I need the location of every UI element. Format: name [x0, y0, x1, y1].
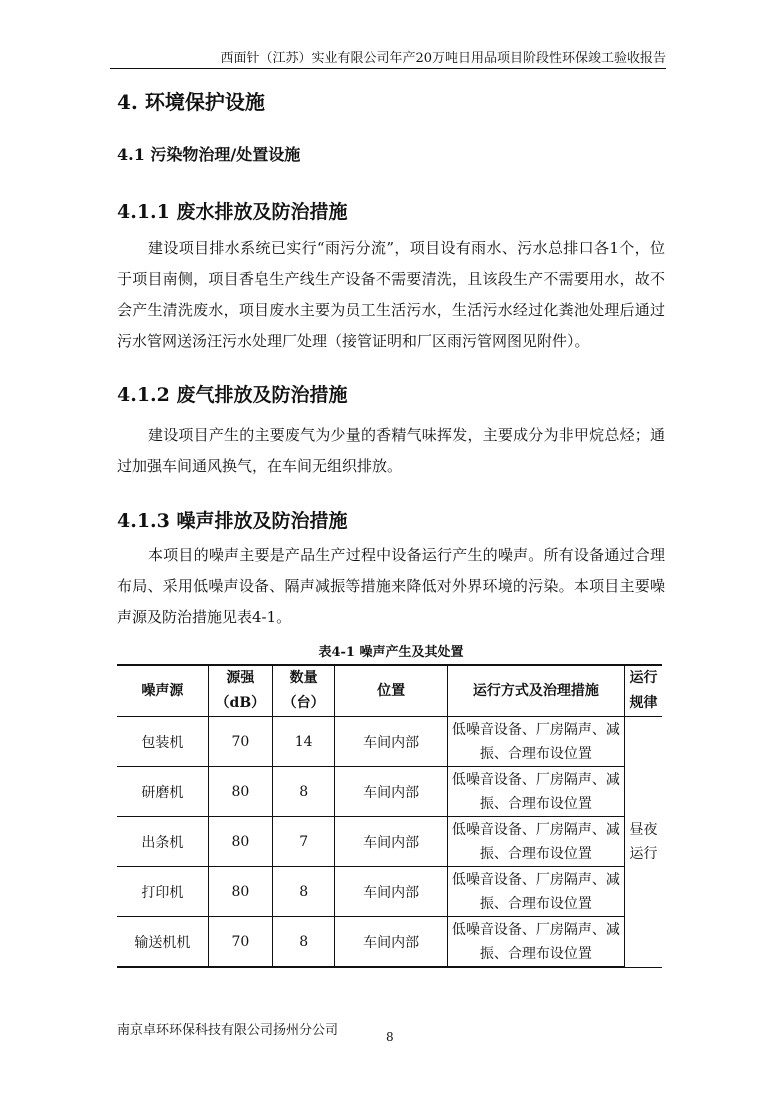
- cell-location: 车间内部: [335, 817, 448, 867]
- cell-strength: 70: [208, 917, 272, 968]
- cell-measures: 低噪音设备、厂房隔声、减振、合理布设位置: [447, 917, 624, 968]
- paragraph-wastewater: 建设项目排水系统已实行“雨污分流”，项目设有雨水、污水总排口各1个，位于项目南侧，项目香皂生产线生产设备不需要清洗，且该段生产不需要用水，故不会产生清洗废水，项目废水主要为员工生活污水，生活污水经过化粪池处理后通过污水管网送汤汪污水处理厂处理（接管证明和厂区雨污管网图见附件）。: [117, 239, 665, 350]
- cell-strength: 80: [208, 817, 272, 867]
- cell-strength: 80: [208, 767, 272, 817]
- header-measures: 运行方式及治理措施: [447, 665, 624, 717]
- cell-location: 车间内部: [335, 917, 448, 968]
- section-title: 4. 环境保护设施: [117, 90, 265, 114]
- header-location: 位置: [335, 665, 448, 717]
- cell-source: 输送机机: [117, 917, 208, 968]
- cell-location: 车间内部: [335, 717, 448, 767]
- header-rule: 运行规律: [624, 665, 662, 717]
- table-row: [117, 917, 662, 968]
- cell-count: 8: [273, 917, 335, 968]
- cell-measures: 低噪音设备、厂房隔声、减振、合理布设位置: [447, 717, 624, 767]
- table-row: [117, 817, 662, 867]
- cell-rule: 昼夜运行: [624, 717, 662, 968]
- cell-strength: 70: [208, 717, 272, 767]
- table-caption: 表4-1 噪声产生及其处置: [318, 645, 464, 660]
- heading-4-1-1: 4.1.1 废水排放及防治措施: [117, 201, 348, 223]
- noise-table: [117, 664, 662, 968]
- page-number: 8: [386, 1030, 394, 1044]
- subsection-title: 4.1 污染物治理/处置设施: [117, 145, 301, 164]
- cell-count: 8: [273, 867, 335, 917]
- page-footer: 南京卓环环保科技有限公司扬州分公司: [117, 1023, 339, 1038]
- header-source: 噪声源: [117, 665, 208, 717]
- cell-source: 包装机: [117, 717, 208, 767]
- cell-location: 车间内部: [335, 767, 448, 817]
- heading-4-1-3: 4.1.3 噪声排放及防治措施: [117, 510, 348, 532]
- cell-source: 研磨机: [117, 767, 208, 817]
- table-row: [117, 867, 662, 917]
- cell-count: 14: [273, 717, 335, 767]
- cell-strength: 80: [208, 867, 272, 917]
- cell-measures: 低噪音设备、厂房隔声、减振、合理布设位置: [447, 817, 624, 867]
- page-header: 西面针（江苏）实业有限公司年产20万吨日用品项目阶段性环保竣工验收报告: [110, 38, 666, 69]
- cell-measures: 低噪音设备、厂房隔声、减振、合理布设位置: [447, 867, 624, 917]
- header-count: 数量（台）: [273, 665, 335, 717]
- cell-count: 8: [273, 767, 335, 817]
- cell-source: 打印机: [117, 867, 208, 917]
- heading-4-1-2: 4.1.2 废气排放及防治措施: [117, 384, 348, 406]
- cell-measures: 低噪音设备、厂房隔声、减振、合理布设位置: [447, 767, 624, 817]
- table-row: [117, 767, 662, 817]
- cell-count: 7: [273, 817, 335, 867]
- paragraph-exhaust: 建设项目产生的主要废气为少量的香精气味挥发，主要成分为非甲烷总烃；通过加强车间通风换气，在车间无组织排放。: [117, 426, 665, 475]
- cell-source: 出条机: [117, 817, 208, 867]
- table-row: [117, 717, 662, 767]
- table-header-row: [117, 665, 662, 717]
- cell-location: 车间内部: [335, 867, 448, 917]
- header-strength: 源强（dB）: [208, 665, 272, 717]
- paragraph-noise: 本项目的噪声主要是产品生产过程中设备运行产生的噪声。所有设备通过合理布局、采用低噪声设备、隔声减振等措施来降低对外界环境的污染。本项目主要噪声源及防治措施见表4-1。: [117, 546, 665, 626]
